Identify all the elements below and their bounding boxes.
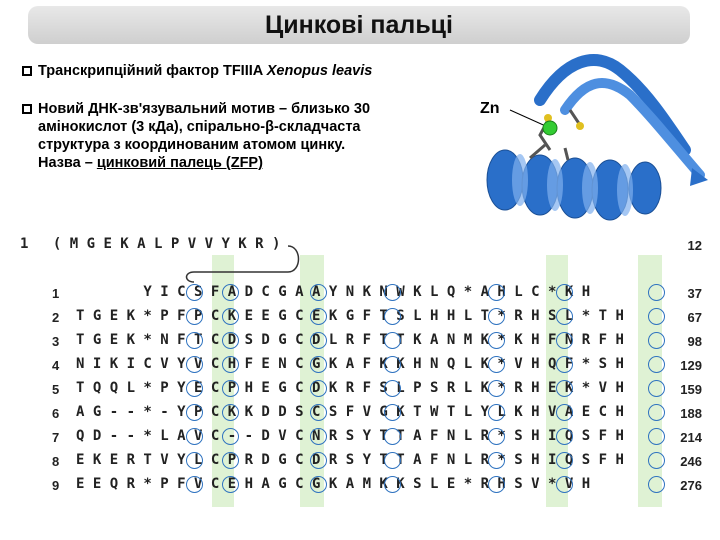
residue-circle (310, 308, 327, 325)
residue-circle (556, 308, 573, 325)
residue-circle (384, 428, 401, 445)
residue-circle (310, 356, 327, 373)
row-sequence: E E Q R * P F V C E H A G C G K A M K K S L E * R H S V * V H (76, 476, 591, 492)
residue-circle (556, 332, 573, 349)
residue-circle (310, 284, 327, 301)
residue-circle (556, 284, 573, 301)
header-bracket (180, 244, 310, 284)
residue-circle (310, 404, 327, 421)
row-sequence: N I K I C V Y V C H F E N C G K A F K K H N Q L K * V H Q F * S H (76, 356, 624, 372)
residue-circle (186, 284, 203, 301)
bullet-line: Новий ДНК-зв'язувальний мотив – близько 30 (38, 101, 371, 117)
title-bar (28, 6, 690, 44)
row-number: 9 (52, 478, 60, 493)
residue-circle (186, 332, 203, 349)
row-number: 2 (52, 310, 60, 325)
residue-circle (648, 428, 665, 445)
row-sequence: Q D - - * L A V C - - D V C N R S Y T T A F N L R * S H I Q S F H (76, 428, 624, 444)
bullet-tfiiia (22, 62, 372, 80)
row-end-number: 159 (680, 382, 702, 397)
bullet-line (22, 154, 472, 172)
residue-circle (310, 476, 327, 493)
residue-circle (488, 452, 505, 469)
residue-circle (186, 476, 203, 493)
residue-circle (384, 356, 401, 373)
residue-circle (222, 404, 239, 421)
residue-circle (556, 356, 573, 373)
row-end-number: 67 (687, 310, 702, 325)
residue-circle (556, 380, 573, 397)
zinc-atom (543, 121, 557, 135)
residue-circle (488, 380, 505, 397)
residue-circle (186, 428, 203, 445)
row-end-number: 214 (680, 430, 702, 445)
residue-circle (222, 308, 239, 325)
row-number: 8 (52, 454, 60, 469)
residue-circle (310, 380, 327, 397)
zinc-finger-structure-image (470, 40, 710, 230)
row-number: 3 (52, 334, 60, 349)
residue-circle (648, 356, 665, 373)
residue-circle (648, 404, 665, 421)
residue-circle (310, 452, 327, 469)
row-sequence: E K E R T V Y L C P R D G C D R S Y T T A F N L R * S H I Q S F H (76, 452, 624, 468)
residue-circle (648, 308, 665, 325)
row-sequence: T Q Q L * P Y E C P H E G C D K R F S L P S R L K * R H E K * V H (76, 380, 624, 396)
header-number: 1 (20, 236, 29, 252)
residue-circle (222, 428, 239, 445)
residue-circle (384, 284, 401, 301)
residue-circle (648, 332, 665, 349)
row-number: 5 (52, 382, 60, 397)
residue-circle (556, 476, 573, 493)
bullet-motif (22, 100, 472, 172)
row-end-number: 188 (680, 406, 702, 421)
row-end-number: 246 (680, 454, 702, 469)
residue-circle (648, 380, 665, 397)
residue-circle (384, 308, 401, 325)
zfp-term: цинковий палець (ZFP) (96, 155, 263, 171)
residue-circle (222, 380, 239, 397)
row-number: 4 (52, 358, 60, 373)
residue-circle (648, 452, 665, 469)
residue-circle (310, 428, 327, 445)
row-end-number: 37 (687, 286, 702, 301)
residue-circle (488, 476, 505, 493)
row-sequence: T G E K * N F T C D S D G C D L R F T T K A N M K * K H F N R F H (76, 332, 624, 348)
species-name: Xenopus leavis (266, 63, 373, 79)
residue-circle (186, 452, 203, 469)
checkbox-bullet-icon (22, 66, 32, 76)
residue-circle (222, 356, 239, 373)
row-end-number: 276 (680, 478, 702, 493)
residue-circle (310, 332, 327, 349)
residue-circle (488, 308, 505, 325)
residue-circle (488, 284, 505, 301)
residue-circle (556, 428, 573, 445)
bullet-text: Транскрипційний фактор TFIIIA (38, 63, 267, 79)
residue-circle (488, 404, 505, 421)
residue-circle (384, 476, 401, 493)
row-sequence: A G - - * - Y P C K K D D S C S F V G K T W T L Y L K H V A E C H (76, 404, 624, 420)
row-number: 6 (52, 406, 60, 421)
row-end-number: 98 (687, 334, 702, 349)
residue-circle (222, 476, 239, 493)
slide-title: Цинкові пальці (264, 10, 453, 39)
residue-circle (186, 380, 203, 397)
bullet-text: Назва – (38, 155, 97, 171)
residue-circle (222, 332, 239, 349)
residue-circle (556, 404, 573, 421)
residue-circle (222, 284, 239, 301)
residue-circle (488, 428, 505, 445)
row-end-number: 129 (680, 358, 702, 373)
header-end-number: 12 (687, 238, 702, 253)
checkbox-bullet-icon (22, 104, 32, 114)
row-sequence: T G E K * P F P C K E E G C E K G F T S L H H L T * R H S L * T H (76, 308, 624, 324)
residue-circle (648, 476, 665, 493)
row-number: 7 (52, 430, 60, 445)
residue-circle (384, 380, 401, 397)
bullet-line: структура з координованим атомом цинку. (38, 137, 346, 153)
zinc-label: Zn (480, 100, 500, 117)
residue-circle (186, 404, 203, 421)
residue-circle (648, 284, 665, 301)
row-sequence: Y I C S F A D C G A A Y N K N W K L Q * A H L C * K H (76, 284, 591, 300)
residue-circle (488, 332, 505, 349)
residue-circle (384, 452, 401, 469)
residue-circle (222, 452, 239, 469)
residue-circle (384, 404, 401, 421)
bullet-line: амінокислот (3 кДа), спірально-β-складчаста (38, 119, 361, 135)
residue-circle (384, 332, 401, 349)
header-sequence: ( M G E K A L P V V Y K R ) (52, 236, 281, 252)
residue-circle (556, 452, 573, 469)
residue-circle (186, 356, 203, 373)
row-number: 1 (52, 286, 60, 301)
residue-circle (488, 356, 505, 373)
residue-circle (186, 308, 203, 325)
